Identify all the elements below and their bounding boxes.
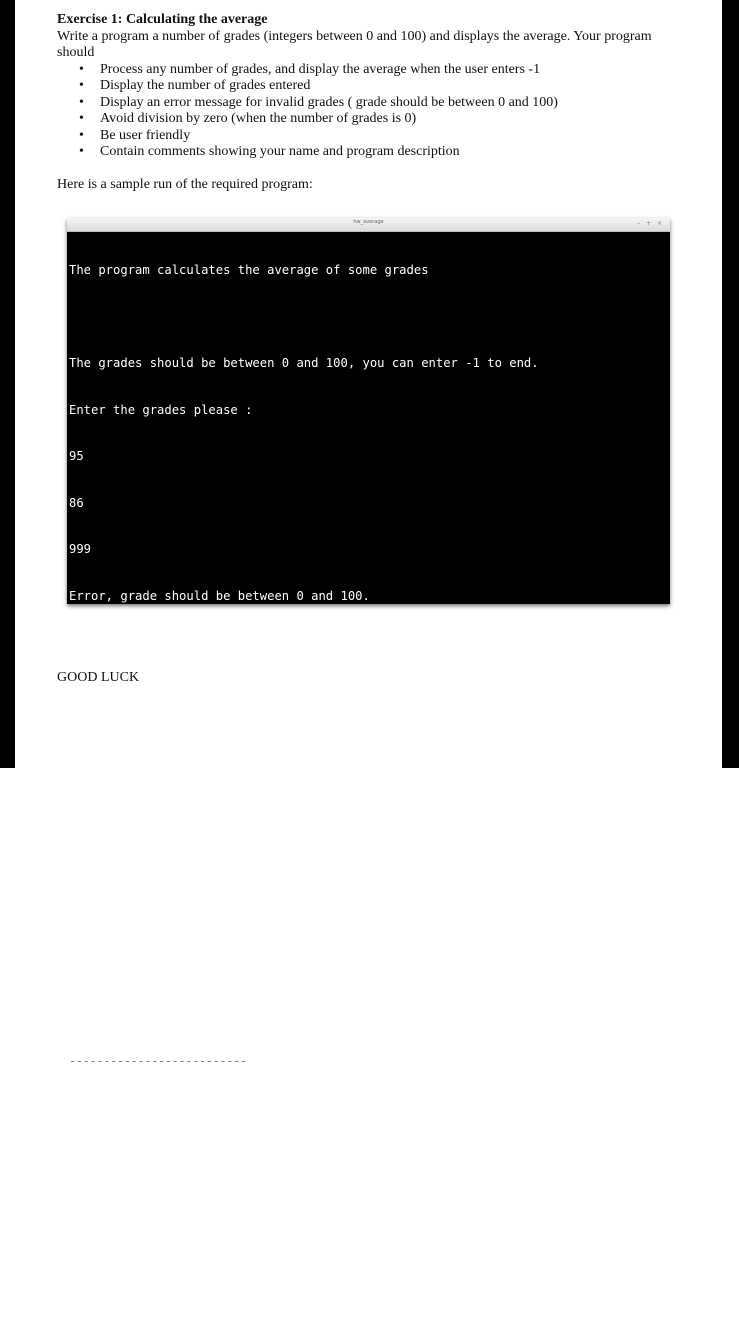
requirement-item: • Process any number of grades, and display the average when the user enters -1 (79, 61, 541, 77)
bullet-icon: • (79, 78, 84, 93)
closing-text: GOOD LUCK (57, 670, 140, 685)
terminal-input-line: 49 (69, 681, 84, 696)
requirement-item: • Avoid division by zero (when the number of grades is 0) (79, 111, 417, 126)
terminal-error-line: Error, grade should be between 0 and 100. (69, 588, 370, 603)
right-border (722, 0, 739, 768)
left-border (0, 0, 15, 768)
terminal-line: Enter the grades please : (69, 402, 253, 417)
terminal-input-line: 69 (69, 914, 84, 928)
terminal-line: Avegare = 75.7143 (69, 1193, 194, 1207)
bullet-icon: • (79, 111, 84, 126)
terminal-line: You entered 7 grades. (69, 1146, 224, 1161)
bullet-icon: • (79, 61, 84, 77)
requirement-item: • Display an error message for invalid grades ( grade should be between 0 and 100) (79, 94, 558, 110)
window-controls-icon[interactable]: – + × (637, 220, 664, 227)
requirement-item: • Contain comments showing your name and program description (79, 144, 460, 159)
terminal-input-line: 95 (69, 449, 84, 463)
terminal-input-line: 77 (69, 728, 84, 742)
requirement-item: • Be user friendly (79, 127, 191, 143)
exercise-intro: Write a program a number of grades (integers between 0 and 100) and displays the average. Your program should (57, 28, 652, 60)
terminal-titlebar[interactable] (67, 218, 670, 232)
terminal-line: Enter grade again: 99 (69, 635, 224, 649)
terminal-line (69, 1100, 666, 1116)
bullet-icon: • (79, 144, 84, 159)
requirements-list (57, 62, 677, 161)
terminal-line (69, 310, 666, 326)
terminal-line (69, 1240, 666, 1256)
exercise-title: Exercise 1: Calculating the average (57, 12, 268, 27)
requirement-item: • Display the number of grades entered (79, 78, 311, 93)
terminal-line: Enter grade again: 55 (69, 867, 224, 882)
sample-run-intro: Here is a sample run of the required program: (57, 176, 313, 192)
terminal-line: The program calculates the average of some grades (69, 263, 429, 277)
terminal-title: hw_average (353, 219, 384, 225)
terminal-line (69, 1007, 666, 1023)
terminal-separator: -------------------------- (69, 1053, 247, 1068)
bullet-icon: • (79, 94, 84, 110)
terminal-error-line: Error, grade should be between 0 and 100. (69, 821, 370, 835)
terminal-input-line: 86 (69, 495, 84, 510)
exercise-document (57, 12, 677, 193)
terminal-line: The grades should be between 0 and 100, you can enter -1 to end. (69, 356, 539, 370)
terminal-input-line: 999 (69, 542, 92, 556)
terminal-input-line: -55 (69, 774, 92, 789)
terminal-input-line: -1 (69, 960, 84, 975)
terminal-line: ***!! THANK YOU FOR USING MY BEAUTIFUL PROGRAM !!*** (69, 1286, 451, 1300)
bullet-icon: • (79, 127, 84, 143)
